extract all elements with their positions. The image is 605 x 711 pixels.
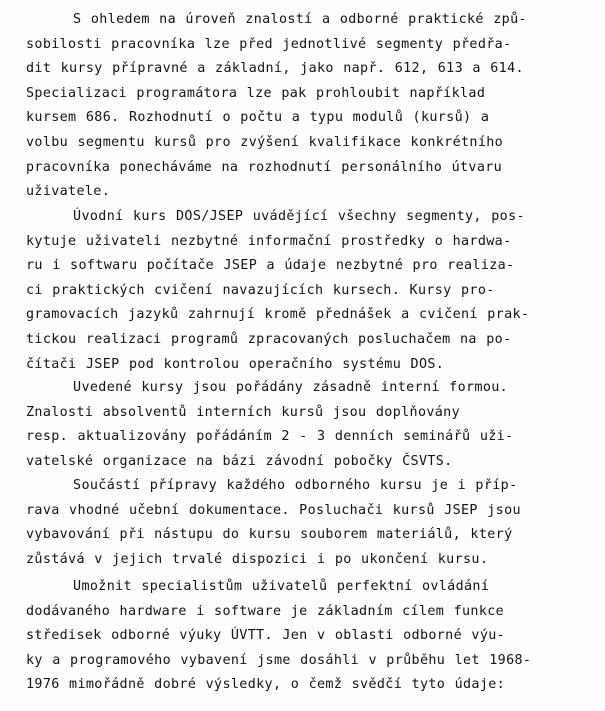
text-line: Uvedené kursy jsou pořádány zásadně interní formou. — [26, 380, 509, 395]
text-line: volbu segmentu kursů pro zvýšení kvalifikace konkrétního — [26, 134, 504, 150]
text-line: vybavování při nástupu do kursu souborem materiálů, který — [26, 527, 513, 543]
text-line: dodávaného hardware i software je základním cílem funkce — [26, 603, 505, 619]
text-line: tickou realizaci programů zpracovaných posluchačem na po- — [26, 331, 512, 347]
text-line: gramovacích jazyků zahrnují kromě přednášek a cvičení prak- — [26, 307, 530, 323]
text-line: Specializaci programátora lze pak prohloubit například — [26, 85, 486, 101]
text-line: Úvodní kurs DOS/JSEP uvádějící všechny segmenty, pos- — [26, 209, 525, 224]
paragraph-documentation — [26, 474, 586, 572]
text-line: uživatele. — [26, 184, 111, 200]
text-line: dit kursy přípravné a základní, jako např. 612, 613 a 614. — [26, 61, 524, 77]
text-line: kytuje uživateli nezbytné informační prostředky o hardwa- — [26, 233, 512, 249]
text-line: rava vhodné učební dokumentace. Posluchači kursů JSEP jsou — [26, 502, 521, 518]
paragraph-internal-courses — [26, 376, 586, 474]
paragraph-course-selection — [26, 8, 586, 205]
text-line: Znalosti absolventů interních kursů jsou doplňovány — [26, 404, 461, 420]
text-line: Součástí přípravy každého odborného kursu je i příp- — [26, 478, 518, 493]
text-line: pracovníka ponecháváme na rozhodnutí personálního útvaru — [26, 159, 503, 175]
text-line: čítači JSEP pod kontrolou operačního systému DOS. — [26, 356, 445, 372]
text-line: sobilosti pracovníka lze před jednotlivé segmenty předřa- — [26, 36, 512, 52]
text-line: ci praktických cvičení navazujících kursech. Kursy pro- — [26, 282, 495, 298]
paragraph-results — [26, 575, 586, 698]
text-line: ky a programového vybavení jsme dosáhli v průběhu let 1968- — [26, 652, 532, 668]
text-line: kursem 686. Rozhodnutí o počtu a typu modulů (kursů) a — [26, 110, 490, 126]
text-line: zůstává v jejich trvalé dispozici i po ukončení kursu. — [26, 551, 489, 567]
text-line: 1976 mimořádně dobré výsledky, o čemž svědčí tyto údaje: — [26, 677, 506, 693]
text-line: Umožnit specialistům uživatelů perfektní ovládání — [26, 579, 490, 594]
text-line: středisek odborné výuky ÚVTT. Jen v oblasti odborné výu- — [26, 628, 506, 644]
text-line: S ohledem na úroveň znalostí a odborné praktické způ- — [26, 12, 527, 27]
text-line: resp. aktualizovány pořádáním 2 - 3 denních seminářů uži- — [26, 429, 514, 445]
text-line: ru i softwaru počítače JSEP a údaje nezbytné pro realiza- — [26, 258, 515, 274]
paragraph-intro-course — [26, 205, 586, 377]
text-line: vatelské organizace na bázi závodní pobočky ČSVTS. — [26, 453, 453, 469]
